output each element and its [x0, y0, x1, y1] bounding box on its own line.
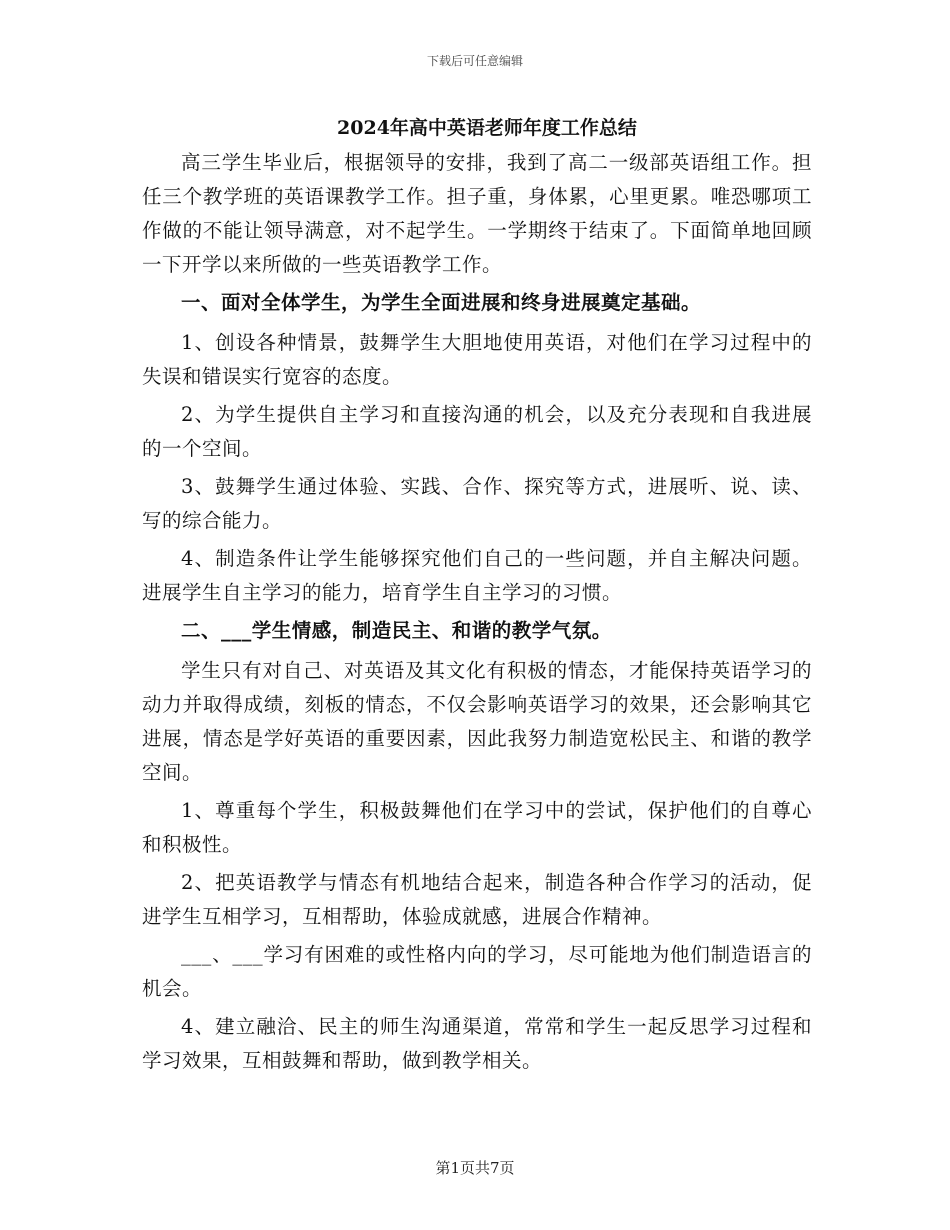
document-body — [142, 112, 812, 1082]
paragraph-item: 3、鼓舞学生通过体验、实践、合作、探究等方式，进展听、说、读、写的综合能力。 — [142, 475, 812, 532]
page-number-footer: 第1页共7页 — [435, 1159, 515, 1177]
section-heading-2: 二、___学生情感，制造民主、和谐的教学气氛。 — [181, 619, 612, 642]
section-heading-1: 一、面对全体学生，为学生全面进展和终身进展奠定基础。 — [181, 291, 702, 314]
header-note: 下载后可任意编辑 — [426, 54, 523, 68]
paragraph-item: ___、___学习有困难的或性格内向的学习，尽可能地为他们制造语言的机会。 — [142, 943, 812, 1000]
paragraph-section-2-intro: 学生只有对自己、对英语及其文化有积极的情态，才能保持英语学习的动力并取得成绩，刻板的情态，不仅会影响英语学习的效果，还会影响其它进展，情态是学好英语的重要因素，因此我努力制造宽松民主、和谐的教学空间。 — [142, 659, 812, 784]
paragraph-intro: 高三学生毕业后，根据领导的安排，我到了高二一级部英语组工作。担任三个教学班的英语课教学工作。担子重，身体累，心里更累。唯恐哪项工作做的不能让领导满意，对不起学生。一学期终于结束了。下面简单地回顾一下开学以来所做的一些英语教学工作。 — [142, 151, 812, 276]
paragraph-item: 2、把英语教学与情态有机地结合起来，制造各种合作学习的活动，促进学生互相学习，互相帮助，体验成就感，进展合作精神。 — [142, 871, 812, 928]
paragraph-item: 1、尊重每个学生，积极鼓舞他们在学习中的尝试，保护他们的自尊心和积极性。 — [142, 799, 812, 856]
paragraph-item: 4、建立融洽、民主的师生沟通渠道，常常和学生一起反思学习过程和学习效果，互相鼓舞和帮助，做到教学相关。 — [142, 1015, 812, 1072]
document-title: 2024年高中英语老师年度工作总结 — [337, 117, 637, 139]
paragraph-item: 1、创设各种情景，鼓舞学生大胆地使用英语，对他们在学习过程中的失误和错误实行宽容的态度。 — [142, 331, 812, 388]
paragraph-item: 2、为学生提供自主学习和直接沟通的机会，以及充分表现和自我进展的一个空间。 — [142, 403, 812, 460]
paragraph-item: 4、制造条件让学生能够探究他们自己的一些问题，并自主解决问题。进展学生自主学习的能力，培育学生自主学习的习惯。 — [142, 547, 812, 604]
